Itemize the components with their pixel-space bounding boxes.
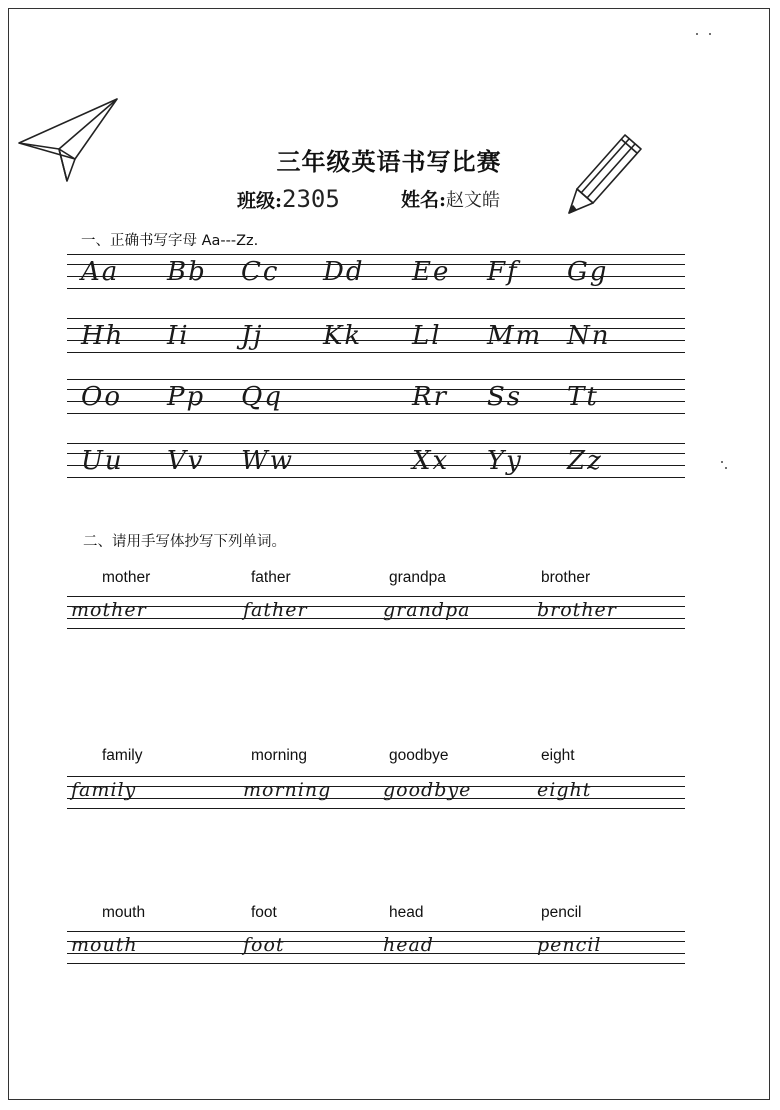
worksheet-title: 三年级英语书写比赛 — [276, 147, 502, 176]
scan-speck — [725, 467, 727, 469]
handwritten-letter-pair: Mm — [487, 321, 543, 351]
writing-rule — [67, 254, 685, 255]
handwritten-word-copy: head — [383, 934, 434, 956]
worksheet-page — [8, 8, 770, 1100]
writing-rule — [67, 413, 685, 414]
handwritten-word-copy: family — [71, 779, 137, 801]
name-label: 姓名: — [401, 189, 447, 211]
handwritten-letter-pair: Ff — [487, 257, 519, 287]
scan-speck — [721, 461, 723, 463]
scan-speck — [709, 33, 711, 35]
model-word: father — [251, 569, 291, 586]
model-word: mother — [102, 569, 151, 586]
handwritten-word-copy: father — [243, 599, 308, 621]
handwritten-letter-pair: Nn — [567, 321, 611, 351]
handwritten-letter-pair: Vv — [167, 446, 205, 476]
handwritten-letter-pair: Cc — [241, 257, 280, 287]
handwritten-word-copy: mouth — [71, 934, 138, 956]
writing-rule — [67, 963, 685, 964]
writing-rule — [67, 318, 685, 319]
section-1-heading: 一、正确书写字母 Aa---Zz. — [81, 233, 259, 249]
handwritten-word-copy: mother — [71, 599, 147, 621]
handwritten-word-copy: foot — [243, 934, 285, 956]
student-name — [401, 185, 500, 212]
handwritten-word-copy: brother — [537, 599, 617, 621]
model-word: morning — [251, 747, 307, 764]
handwritten-letter-pair: Oo — [81, 382, 122, 412]
model-word: pencil — [541, 904, 582, 921]
handwritten-letter-pair: Hh — [81, 321, 125, 351]
section-2-heading: 二、请用手写体抄写下列单词。 — [83, 534, 286, 550]
writing-rule — [67, 808, 685, 809]
handwritten-letter-pair: Gg — [567, 257, 609, 287]
handwritten-letter-pair: Dd — [323, 257, 365, 287]
student-info — [237, 185, 340, 213]
writing-rule — [67, 776, 685, 777]
handwritten-letter-pair: Ss — [487, 382, 523, 412]
writing-rule — [67, 477, 685, 478]
model-word: family — [102, 747, 143, 764]
handwritten-word-copy: morning — [243, 779, 332, 801]
writing-rule — [67, 798, 685, 799]
writing-rule — [67, 931, 685, 932]
handwritten-letter-pair: Jj — [241, 321, 264, 351]
handwritten-word-copy: eight — [537, 779, 592, 801]
handwritten-letter-pair: Yy — [487, 446, 523, 476]
handwritten-letter-pair: Aa — [81, 257, 120, 287]
model-word: grandpa — [389, 569, 446, 586]
handwritten-word-copy: pencil — [537, 934, 602, 956]
handwritten-letter-pair: Tt — [567, 382, 599, 412]
scan-speck — [696, 33, 698, 35]
handwritten-letter-pair: Zz — [567, 446, 603, 476]
handwritten-word-copy: grandpa — [383, 599, 471, 621]
handwritten-letter-pair: Ww — [241, 446, 294, 476]
model-word: head — [389, 904, 424, 921]
model-word: brother — [541, 569, 591, 586]
handwritten-letter-pair: Pp — [167, 382, 206, 412]
handwritten-letter-pair: Uu — [81, 446, 124, 476]
model-word: mouth — [102, 904, 146, 921]
handwritten-letter-pair: Ii — [167, 321, 190, 351]
handwritten-letter-pair: Qq — [241, 382, 283, 412]
writing-rule — [67, 786, 685, 787]
class-value: 2305 — [282, 185, 340, 213]
model-word: eight — [541, 747, 575, 764]
class-label: 班级: — [237, 190, 283, 212]
handwritten-letter-pair: Rr — [412, 382, 449, 412]
writing-rule — [67, 628, 685, 629]
model-word: goodbye — [389, 747, 449, 764]
handwritten-letter-pair: Ee — [412, 257, 451, 287]
handwritten-letter-pair: Xx — [412, 446, 450, 476]
handwritten-word-copy: goodbye — [383, 779, 472, 801]
handwritten-letter-pair: Kk — [323, 321, 363, 351]
writing-rule — [67, 443, 685, 444]
handwritten-letter-pair: Bb — [167, 257, 207, 287]
handwritten-letter-pair: Ll — [412, 321, 442, 351]
writing-rule — [67, 379, 685, 380]
writing-rule — [67, 352, 685, 353]
model-word: foot — [251, 904, 277, 921]
writing-rule — [67, 596, 685, 597]
writing-rule — [67, 288, 685, 289]
name-value: 赵文皓 — [446, 190, 501, 211]
